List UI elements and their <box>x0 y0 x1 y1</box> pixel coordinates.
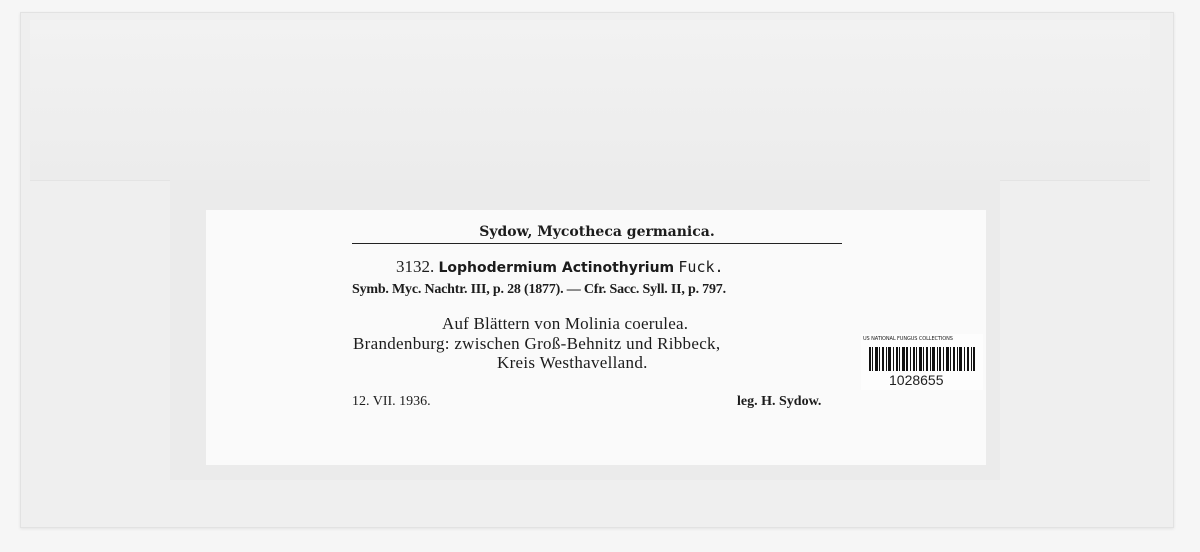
locality-line-1: Brandenburg: zwischen Groß-Behnitz und Ribbeck, <box>353 334 721 353</box>
barcode-sticker <box>861 334 983 390</box>
locality-line-2: Kreis Westhavelland. <box>497 353 648 372</box>
collection-date: 12. VII. 1936. <box>352 394 431 409</box>
species-author: Fuck. <box>678 258 724 276</box>
literature-reference: Symb. Myc. Nachtr. III, p. 28 (1877). — Cfr. Sacc. Syll. II, p. 797. <box>352 282 726 297</box>
host-line: Auf Blättern von Molinia coerulea. <box>442 314 689 333</box>
collector: leg. H. Sydow. <box>737 394 822 409</box>
barcode-caption: US NATIONAL FUNGUS COLLECTIONS <box>863 336 953 342</box>
envelope-flap <box>30 20 1150 181</box>
species-name: Lophodermium Actinothyrium <box>438 260 675 276</box>
series-title: Sydow, Mycotheca germanica. <box>352 224 842 244</box>
barcode-number: 1028655 <box>889 372 944 388</box>
barcode-icon <box>867 347 977 371</box>
species-number: 3132. <box>396 257 435 276</box>
species-line <box>396 257 724 277</box>
